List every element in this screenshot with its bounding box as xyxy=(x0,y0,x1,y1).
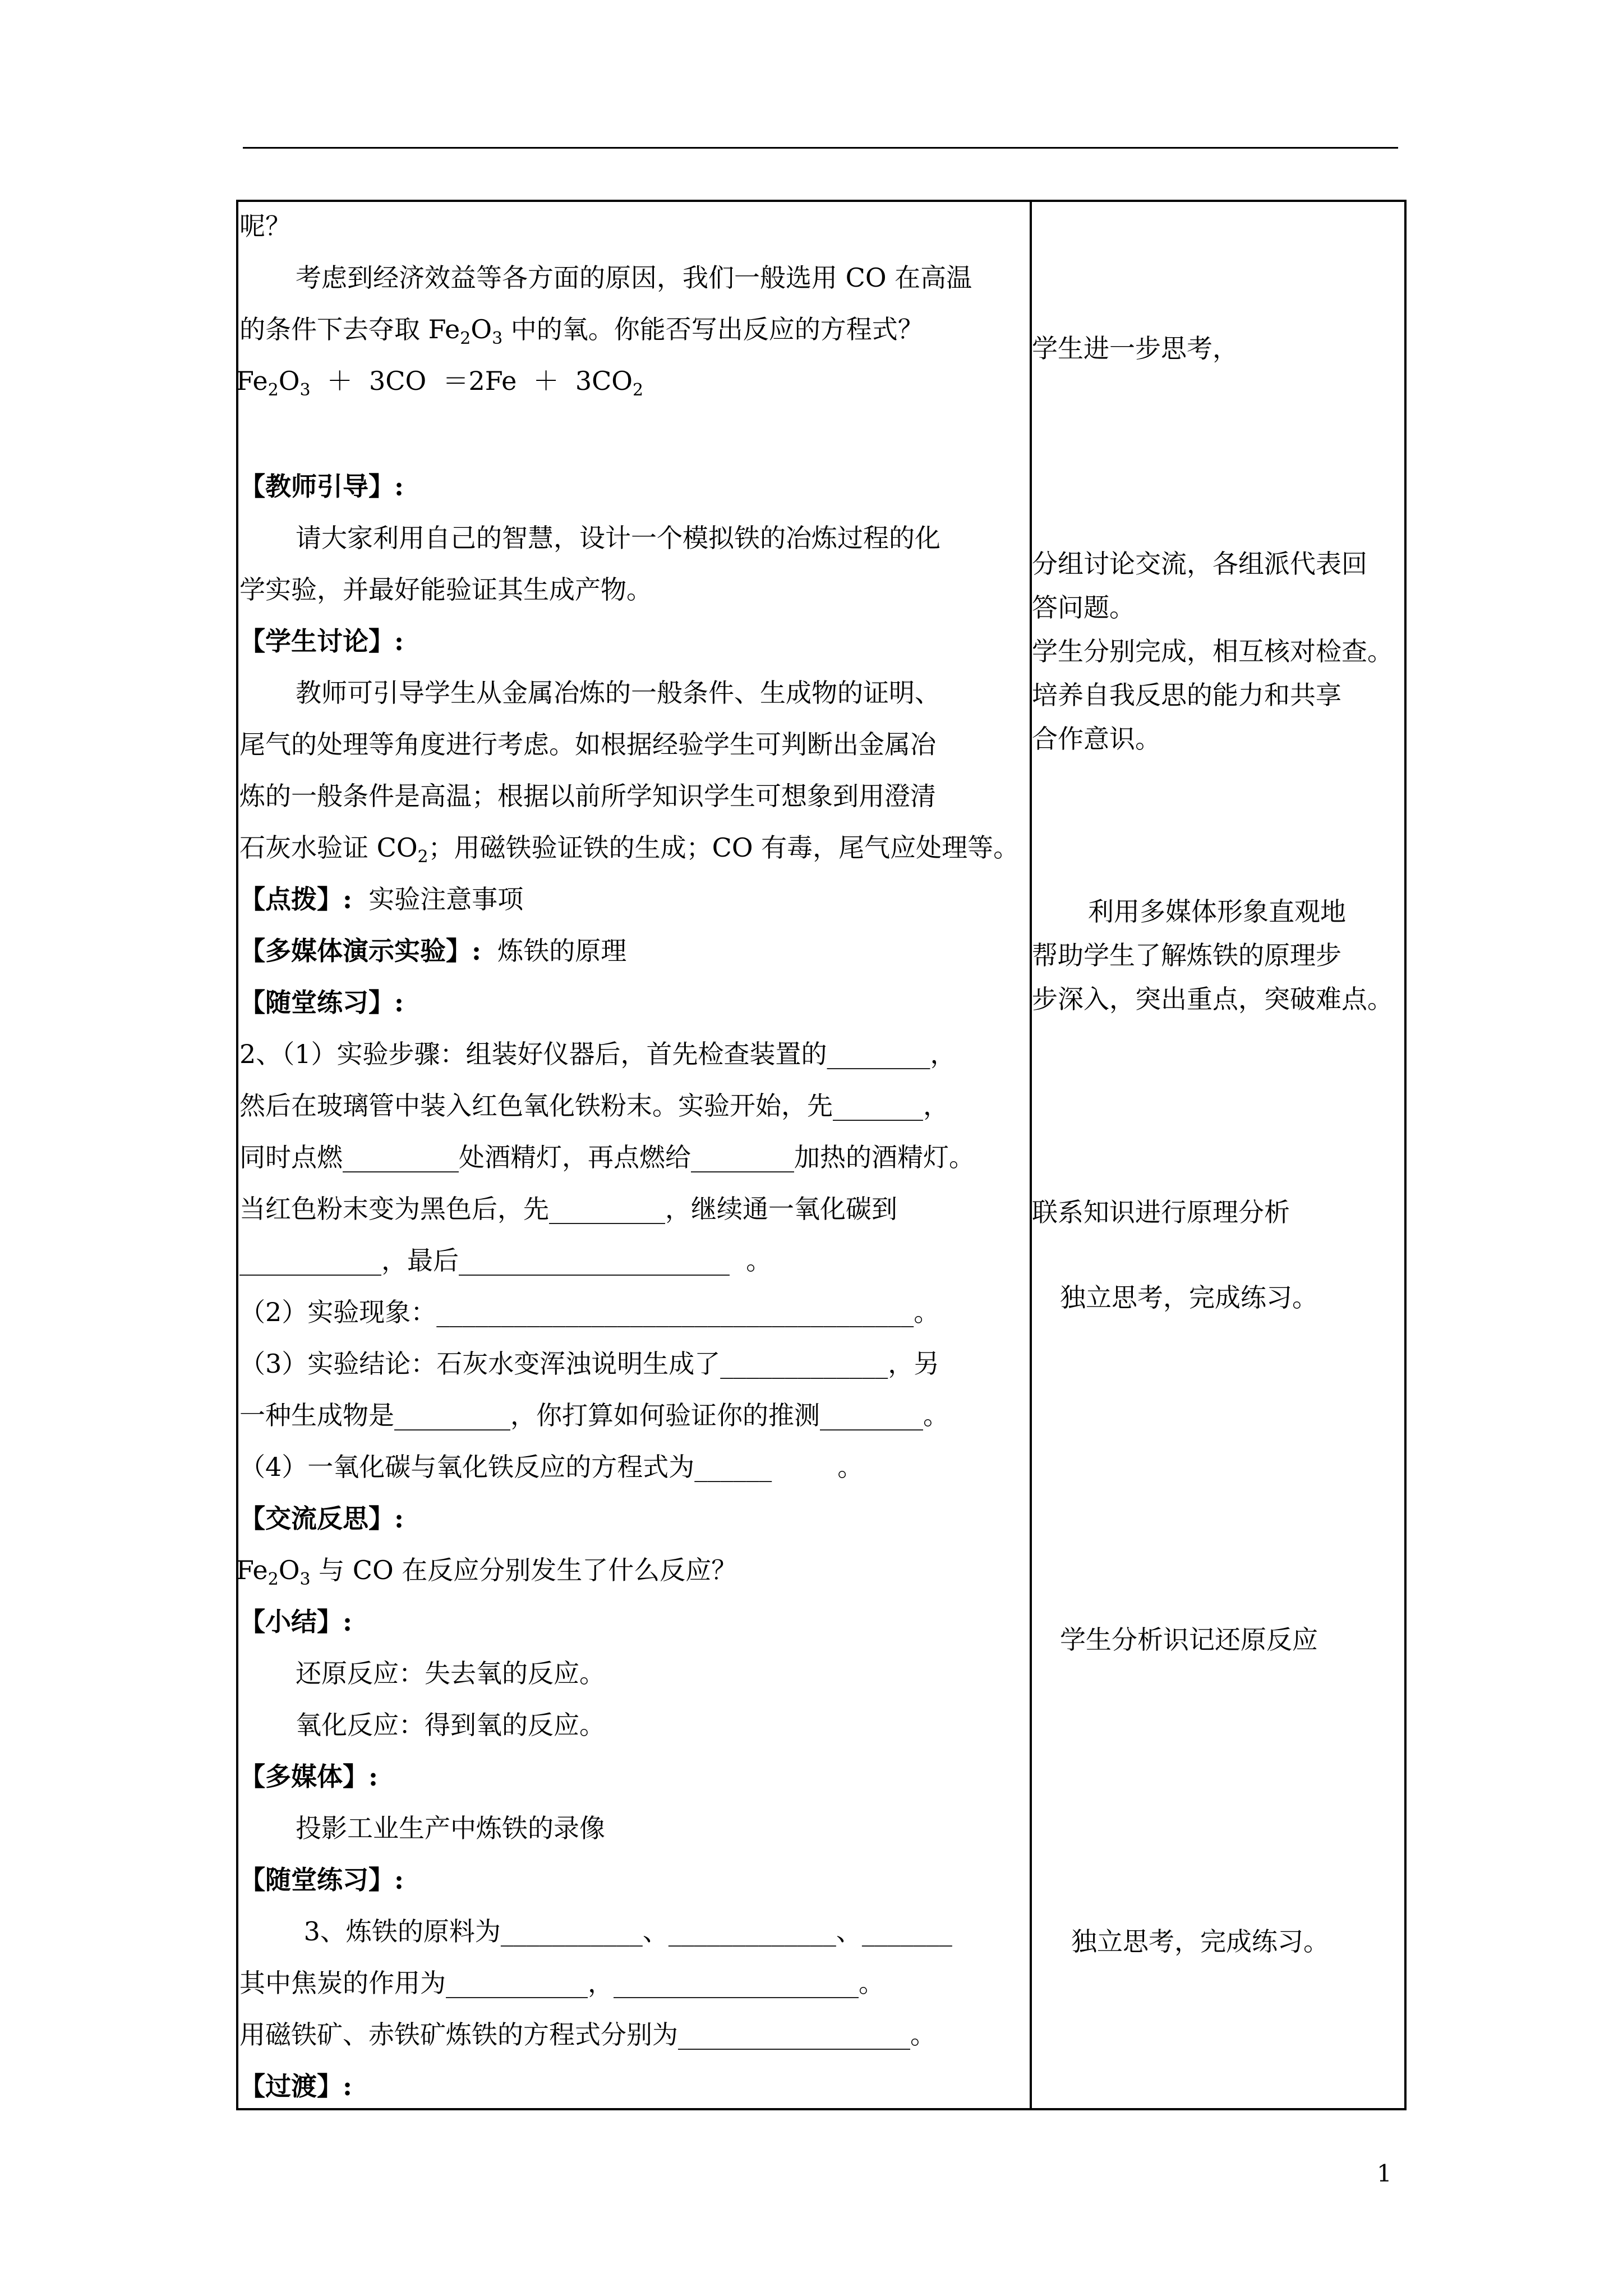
exercise-line: ___________，最后_____________________ 。 xyxy=(239,1245,772,1276)
exercise-line: （2）实验现象：_____________________________________。 xyxy=(239,1297,940,1327)
text-line: 考虑到经济效益等各方面的原因，我们一般选用 CO 在高温 xyxy=(296,263,972,293)
section-heading-practice: 【随堂练习】: xyxy=(239,987,404,1018)
note-line: 学生分析识记还原反应 xyxy=(1060,1625,1318,1655)
demo-line: 【多媒体演示实验】: 炼铁的原理 xyxy=(239,936,627,966)
exercise-line: 其中焦炭的作用为___________，___________________。 xyxy=(239,1968,884,1998)
text-line: 的条件下去夺取 $Fe_2O_3$ 中的氧。你能否写出反应的方程式？ xyxy=(239,314,924,348)
text-line: 教师可引导学生从金属冶炼的一般条件、生成物的证明、 xyxy=(296,678,940,708)
exercise-line: 2、（1）实验步骤：组装好仪器后，首先检查装置的________， xyxy=(239,1039,956,1069)
text-line: 请大家利用自己的智慧，设计一个模拟铁的冶炼过程的化 xyxy=(296,523,940,553)
note-line: 学生进一步思考， xyxy=(1032,333,1238,364)
exercise-line: （3）实验结论：石灰水变浑浊说明生成了_____________，另 xyxy=(239,1349,940,1379)
section-heading-teacher: 【教师引导】: xyxy=(239,471,404,501)
note-line: 分组讨论交流，各组派代表回 xyxy=(1032,549,1367,579)
note-line: 培养自我反思的能力和共享 xyxy=(1032,680,1341,710)
text-line: 投影工业生产中炼铁的录像 xyxy=(296,1813,605,1843)
note-line: 帮助学生了解炼铁的原理步 xyxy=(1032,940,1341,970)
text-line: 炼的一般条件是高温；根据以前所学知识学生可想象到用澄清 xyxy=(239,781,936,811)
text-line: 尾气的处理等角度进行考虑。如根据经验学生可判断出金属冶 xyxy=(239,729,936,760)
section-heading-reflection: 【交流反思】: xyxy=(239,1503,404,1534)
section-heading-tips: 【点拨】: xyxy=(239,884,352,914)
note-line: 独立思考，完成练习。 xyxy=(1071,1926,1329,1957)
tips-line: 【点拨】: 实验注意事项 xyxy=(239,884,524,914)
exercise-line: 然后在玻璃管中装入红色氧化铁粉末。实验开始，先_______， xyxy=(239,1091,949,1121)
text-line: 呢？ xyxy=(239,211,291,241)
note-line: 独立思考，完成练习。 xyxy=(1060,1282,1318,1313)
exercise-line: 3、炼铁的原料为___________、_____________、_______ xyxy=(296,1916,952,1947)
text-line: 学实验，并最好能验证其生成产物。 xyxy=(239,574,652,605)
note-line: 答问题。 xyxy=(1032,592,1135,623)
text-line: 还原反应：失去氧的反应。 xyxy=(296,1658,605,1688)
note-line: 利用多媒体形象直观地 xyxy=(1088,896,1346,927)
section-heading-summary: 【小结】: xyxy=(239,1607,352,1637)
page-number: 1 xyxy=(1377,2160,1392,2187)
reaction-equation: $Fe_2O_3 + 3CO =2Fe + 3CO_2$ xyxy=(236,366,644,400)
text-line: 氧化反应：得到氧的反应。 xyxy=(296,1710,605,1740)
section-heading-media: 【多媒体】: xyxy=(239,1761,378,1792)
section-heading-practice: 【随堂练习】: xyxy=(239,1865,404,1895)
header-rule xyxy=(243,147,1398,149)
section-heading-transition: 【过渡】: xyxy=(239,2071,352,2101)
exercise-line: 当红色粉末变为黑色后，先_________，继续通一氧化碳到 xyxy=(239,1194,897,1224)
note-line: 学生分别完成，相互核对检查。 xyxy=(1032,636,1393,666)
section-heading-demo: 【多媒体演示实验】: xyxy=(239,936,481,966)
exercise-line: （4）一氧化碳与氧化铁反应的方程式为______ 。 xyxy=(239,1452,864,1482)
column-divider xyxy=(1030,200,1032,2110)
note-line: 联系知识进行原理分析 xyxy=(1032,1197,1290,1227)
note-line: 合作意识。 xyxy=(1032,724,1161,754)
exercise-line: 同时点燃_________处酒精灯，再点燃给________加热的酒精灯。 xyxy=(239,1142,975,1172)
exercise-line: 一种生成物是_________，你打算如何验证你的推测________。 xyxy=(239,1400,949,1430)
text-line: $Fe_2O_3$ 与 CO 在反应分别发生了什么反应？ xyxy=(236,1555,737,1589)
text-line: 石灰水验证 $CO_2$；用磁铁验证铁的生成；CO 有毒，尾气应处理等。 xyxy=(239,832,1020,867)
exercise-line: 用磁铁矿、赤铁矿炼铁的方程式分别为__________________。 xyxy=(239,2019,936,2050)
section-heading-discussion: 【学生讨论】: xyxy=(239,626,404,656)
note-line: 步深入，突出重点，突破难点。 xyxy=(1032,984,1393,1014)
